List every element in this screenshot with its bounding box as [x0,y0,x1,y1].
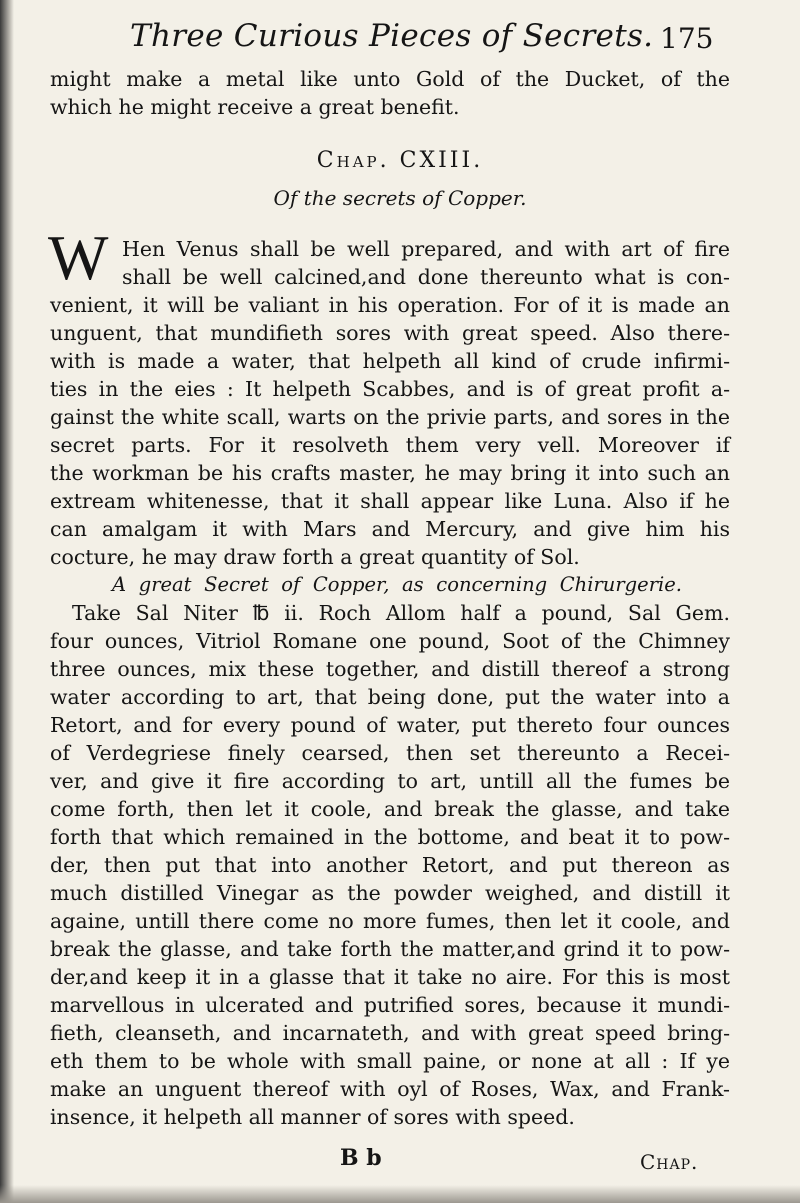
text-line: which he might receive a great benefit. [50,95,460,119]
page-number: 175 [660,22,714,55]
text-line: make an unguent thereof with oyl of Roses, Wax, and Frank- [50,1077,730,1101]
catchword: Chap. [640,1150,699,1174]
running-head: Three Curious Pieces of Secrets. [130,18,654,54]
chapter-title: Chap. CXIII. [316,148,484,173]
text-line: der, then put that into another Retort, and put thereon as [50,853,730,877]
text-line: gainst the white scall, warts on the privie parts, and sores in the [50,405,730,429]
binding-shadow [0,0,14,1203]
text-line: eth them to be whole with small paine, or none at all : If ye [50,1049,730,1073]
page-edge-shadow [0,1185,800,1203]
text-line: three ounces, mix these together, and distill thereof a strong [50,657,730,681]
text-line: the workman be his crafts master, he may bring it into such an [50,461,730,485]
text-line: Retort, and for every pound of water, put thereto four ounces [50,713,730,737]
text-line: venient, it will be valiant in his operation. For of it is made an [50,293,730,317]
text-line: secret parts. For it resolveth them very vell. Moreover if [50,433,730,457]
text-line: forth that which remained in the bottome, and beat it to pow- [50,825,730,849]
section-heading: A great Secret of Copper, as concerning Chirurgerie. [112,573,682,596]
text-line: der,and keep it in a glasse that it take no aire. For this is most [50,965,730,989]
text-line: cocture, he may draw forth a great quantity of Sol. [50,545,580,569]
text-line: much distilled Vinegar as the powder weighed, and distill it [50,881,730,905]
text-line: break the glasse, and take forth the matter,and grind it to pow- [50,937,730,961]
drop-cap: W [48,222,109,293]
text-line: might make a metal like unto Gold of the Ducket, of the [50,67,730,91]
text-line: extream whitenesse, that it shall appear like Luna. Also if he [50,489,730,513]
text-line: shall be well calcined,and done thereunto what is con- [122,265,730,289]
text-line: can amalgam it with Mars and Mercury, and give him his [50,517,730,541]
text-line: unguent, that mundifieth sores with great speed. Also there- [50,321,730,345]
text-line: of Verdegriese finely cearsed, then set thereunto a Recei- [50,741,730,765]
signature-mark: B b [340,1145,382,1171]
text-line: come forth, then let it coole, and break the glasse, and take [50,797,730,821]
chapter-subtitle: Of the secrets of Copper. [273,186,527,210]
text-line: insence, it helpeth all manner of sores with speed. [50,1105,575,1129]
text-line: with is made a water, that helpeth all kind of crude infirmi- [50,349,730,373]
text-line: againe, untill there come no more fumes, then let it coole, and [50,909,730,933]
text-line: ties in the eies : It helpeth Scabbes, and is of great profit a- [50,377,730,401]
text-line: four ounces, Vitriol Romane one pound, Soot of the Chimney [50,629,730,653]
text-line: fieth, cleanseth, and incarnateth, and with great speed bring- [50,1021,730,1045]
text-line: ver, and give it fire according to art, untill all the fumes be [50,769,730,793]
text-line: marvellous in ulcerated and putrified sores, because it mundi- [50,993,730,1017]
text-line: water according to art, that being done, put the water into a [50,685,730,709]
text-line: Hen Venus shall be well prepared, and with art of fire [122,237,730,261]
text-line: Take Sal Niter ℔ ii. Roch Allom half a pound, Sal Gem. [72,601,730,625]
